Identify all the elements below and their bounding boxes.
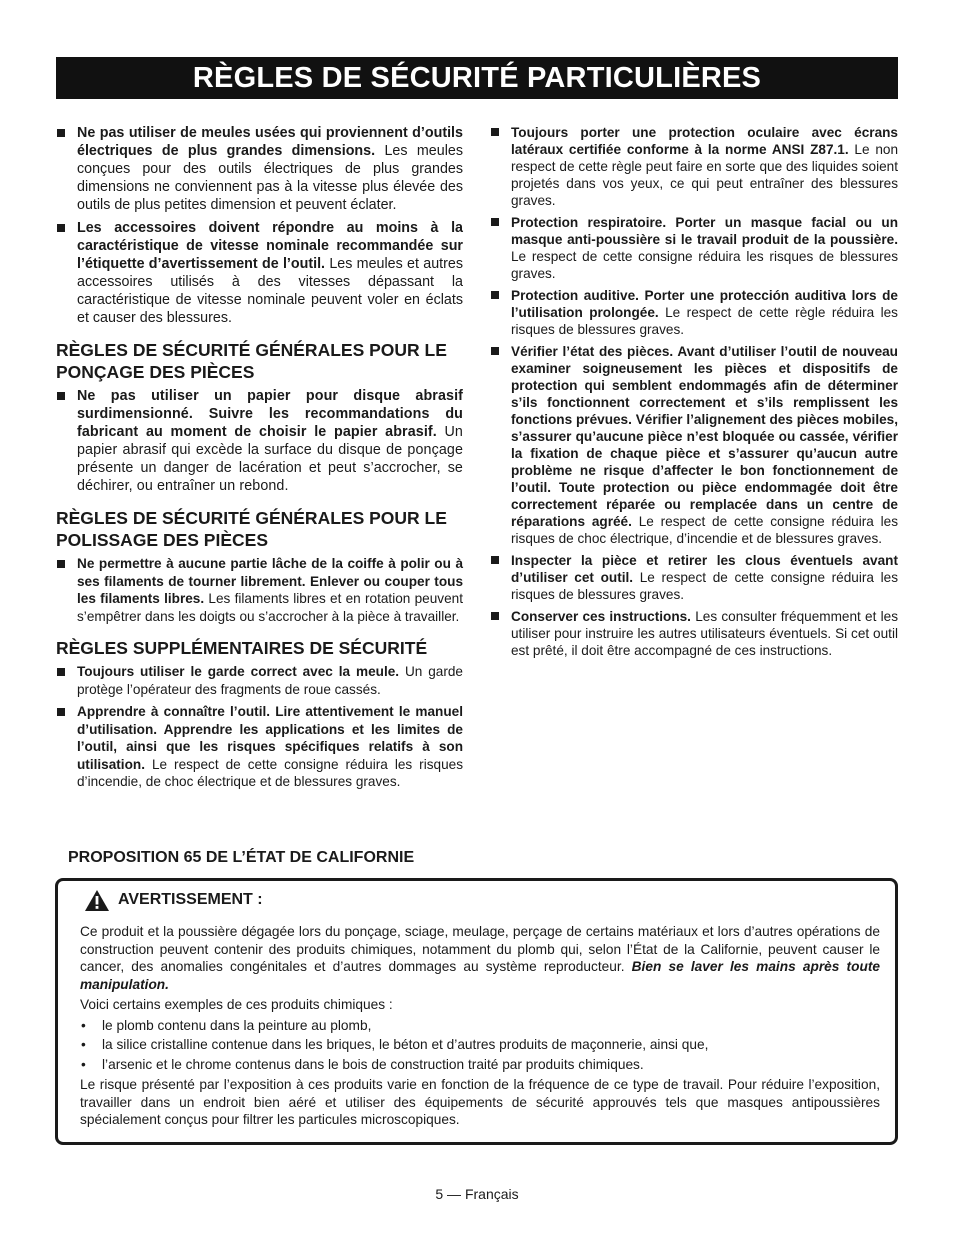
- page-number: 5 — Français: [435, 1186, 519, 1202]
- list-item: [490, 214, 898, 282]
- square-bullet-icon: [491, 612, 499, 620]
- square-bullet-icon: [491, 556, 499, 564]
- item-bold: Conserver ces instructions.: [511, 609, 691, 624]
- page-title: RÈGLES DE SÉCURITÉ PARTICULIÈRES: [56, 57, 898, 99]
- square-bullet-icon: [491, 128, 499, 136]
- item-text: Le respect de cette règle réduira les risques de blessures graves.: [511, 305, 898, 337]
- square-bullet-icon: [57, 129, 65, 137]
- item-bold: Protection respiratoire. Porter un masque facial ou un masque anti-poussière si le travail produit de la poussière.: [511, 215, 898, 247]
- square-bullet-icon: [57, 392, 65, 400]
- square-bullet-icon: [57, 224, 65, 232]
- item-bold: Toujours utiliser le garde correct avec la meule.: [77, 664, 400, 679]
- item-text: Un garde protège l’opérateur des fragments de roue cassés.: [77, 664, 463, 697]
- item-text: Le respect de cette consigne réduira les risques de choc électrique, d’incendie et de blessures graves.: [511, 514, 898, 546]
- item-bold: Vérifier l’état des pièces. Avant d’utiliser l’outil de nouveau examiner soigneusement les pièces et dispositifs de protection qui semblent endommagés afin de déterminer s’ils fonctionnent correctement et s’ils remplissent les fonctions prévues. Vérifier l’alignement des pièces mobiles, s’assurer qu’aucune pièce n’est bloquée ou cassée, vérifier la fixation de chaque pièce et s’assurer qu’aucun autre problème ne risque d’affecter le bon fonctionnement de l’outil. Toute protection ou pièce endommagée doit être correctement réparée ou remplacée dans un centre de réparations agréé.: [511, 344, 898, 529]
- item-bold: Ne pas utiliser un papier pour disque abrasif surdimensionné. Suivre les recommandations du fabricant au moment de choisir le papier abrasif.: [77, 388, 463, 440]
- item-text: Les filaments libres et en rotation peuvent s’empêtrer dans les doigts ou s’accrocher à la pièce à travailler.: [77, 591, 463, 624]
- list-item: [56, 663, 463, 698]
- square-bullet-icon: [57, 560, 65, 568]
- list-item: [490, 287, 898, 338]
- square-bullet-icon: [491, 347, 499, 355]
- list-item: [56, 124, 463, 214]
- bullet-icon: •: [81, 1037, 86, 1052]
- bullet-text: l’arsenic et le chrome contenus dans le bois de construction traité par produits chimiques.: [102, 1056, 644, 1072]
- left-column: [56, 124, 463, 796]
- prop65-title: PROPOSITION 65 DE L’ÉTAT DE CALIFORNIE: [68, 849, 415, 866]
- list-item: [80, 1036, 880, 1054]
- warning-triangle-icon: [84, 889, 110, 912]
- examples-intro: Voici certains exemples de ces produits chimiques :: [80, 997, 393, 1012]
- item-text: Un papier abrasif qui excède la surface du disque de ponçage présente un danger de lacération et peut s’accrocher, se déchirer, ou entraîner un rebond.: [77, 424, 463, 494]
- bullet-icon: •: [81, 1056, 86, 1072]
- square-bullet-icon: [491, 218, 499, 226]
- section-heading-sanding: RÈGLES DE SÉCURITÉ GÉNÉRALES POUR LE PONÇAGE DES PIÈCES: [56, 340, 447, 382]
- list-item: [56, 387, 463, 495]
- warning-box: [55, 878, 898, 1145]
- warning-label: AVERTISSEMENT :: [118, 891, 263, 908]
- warning-header: [84, 887, 263, 913]
- list-item: [56, 555, 463, 625]
- list-item: [80, 1017, 880, 1035]
- item-text: Le respect de cette consigne réduira les risques de blessures graves.: [511, 249, 898, 281]
- section-heading-additional: RÈGLES SUPPLÉMENTAIRES DE SÉCURITÉ: [56, 638, 428, 658]
- bullet-icon: •: [81, 1017, 86, 1033]
- item-text: Le respect de cette consigne réduira les risques de blessures graves.: [511, 570, 898, 602]
- bullet-text: le plomb contenu dans la peinture au plomb,: [102, 1017, 372, 1033]
- item-text: Le respect de cette consigne réduira les risques d’incendie, de choc électrique et de blessures graves.: [77, 756, 463, 789]
- item-text: Les meules conçues pour des outils électriques de plus grandes dimensions ne conviennent pas à la vitesse plus élevée des outils de plus petites dimension et peuvent éclater.: [77, 143, 463, 213]
- bullet-text: la silice cristalline contenue dans les briques, le béton et d’autres produits de maçonnerie, ainsi que,: [102, 1037, 709, 1052]
- list-item: [490, 343, 898, 547]
- right-column: [490, 124, 898, 664]
- square-bullet-icon: [491, 291, 499, 299]
- square-bullet-icon: [57, 708, 65, 716]
- item-text: Le non respect de cette règle peut faire en sorte que des liquides soient projetés dans vos yeux, ce qui peut entraîner des blessures graves.: [511, 142, 899, 208]
- warning-emphasis: Bien se laver les mains après toute manipulation.: [80, 959, 880, 992]
- section-heading-polishing: RÈGLES DE SÉCURITÉ GÉNÉRALES POUR LE POLISSAGE DES PIÈCES: [56, 508, 447, 550]
- square-bullet-icon: [57, 668, 65, 676]
- item-text: Les consulter fréquemment et les utiliser pour instruire les autres utilisateurs éventuels. Si cet outil est prêté, il doit être accompagné de ces instructions.: [511, 609, 898, 658]
- item-bold: Les accessoires doivent répondre au moins à la caractéristique de vitesse nominale recommandée sur l’étiquette d’avertissement de l’outil.: [77, 220, 463, 272]
- item-bold: Protection auditive. Porter une protección auditiva lors de l’utilisation prolongée.: [511, 288, 898, 320]
- risk-paragraph: Le risque présenté par l’exposition à ces produits varie en fonction de la fréquence de ce type de travail. Pour réduire l’exposition, travailler dans un endroit bien aéré et utiliser des équipements de sécurité approuvés tels que masques antipoussières spécialement conçus pour filtrer les particules microscopiques.: [80, 1077, 880, 1127]
- list-item: [490, 608, 898, 659]
- item-bold: Toujours porter une protection oculaire avec écrans latéraux certifiée conforme à la norme ANSI Z87.1.: [511, 125, 898, 157]
- list-item: [56, 703, 463, 791]
- item-bold: Inspecter la pièce et retirer les clous éventuels avant d’utiliser cet outil.: [511, 553, 898, 585]
- item-bold: Apprendre à connaître l’outil. Lire attentivement le manuel d’utilisation. Apprendre les applications et les limites de l’outil, ainsi que les risques spécifiques relatifs à son utilisation.: [77, 704, 463, 772]
- warning-text: Ce produit et la poussière dégagée lors du ponçage, sciage, meulage, perçage de certains matériaux et lors d’autres opérations de construction peuvent contenir des produits chimiques, notamment du plomb qui, selon l’État de la Californie, peuvent causer le cancer, des anomalies congénitales et d’autres dommages au système reproducteur.: [80, 924, 880, 974]
- warning-body: [80, 923, 880, 1132]
- list-item: [490, 552, 898, 603]
- page-footer: [0, 1186, 954, 1202]
- list-item: [56, 219, 463, 327]
- item-bold: Ne pas utiliser de meules usées qui proviennent d’outils électriques de plus grandes dimensions.: [77, 125, 463, 159]
- warning-paragraph: [80, 923, 880, 993]
- item-text: Les meules et autres accessoires utilisés à des vitesses dépassant la caractéristique de vitesse nominale peuvent voler en éclats et causer des blessures.: [77, 256, 464, 326]
- list-item: [490, 124, 898, 209]
- item-bold: Ne permettre à aucune partie lâche de la coiffe à polir ou à ses filaments de tourner librement. Enlever ou couper tous les filaments libres.: [77, 556, 463, 606]
- list-item: [80, 1056, 880, 1074]
